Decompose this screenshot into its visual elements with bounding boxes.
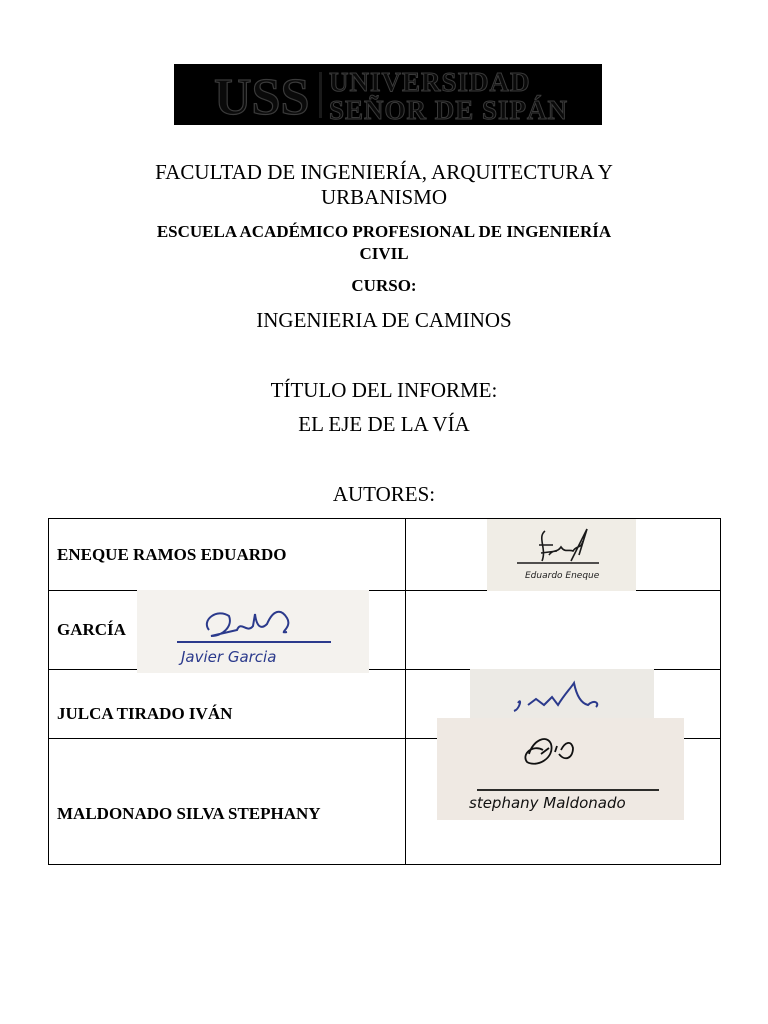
uss-logo-mark	[212, 68, 322, 121]
school-heading: ESCUELA ACADÉMICO PROFESIONAL DE INGENIERÍA CIVIL	[156, 222, 612, 263]
author-name: ENEQUE RAMOS EDUARDO	[49, 519, 406, 591]
logo-line-1: UNIVERSIDAD	[329, 67, 531, 97]
logo-mark-text: USS	[214, 69, 310, 121]
logo-divider	[319, 72, 322, 118]
signature-cell	[406, 591, 721, 670]
signature-eneque	[487, 519, 636, 591]
signature-maldonado-text: stephany Maldonado	[469, 794, 626, 812]
signature-maldonado	[437, 718, 684, 820]
signature-garcia-text: Javier Garcia	[181, 648, 277, 666]
course-name: INGENIERIA DE CAMINOS	[256, 308, 512, 332]
signature-garcia	[137, 590, 369, 673]
author-name: GARCÍA	[49, 591, 406, 670]
author-name: MALDONADO SILVA STEPHANY	[49, 739, 406, 865]
logo-line-2: SEÑOR DE SIPÁN	[329, 95, 569, 125]
logo-wordmark	[329, 68, 589, 124]
course-label: CURSO:	[351, 276, 417, 295]
author-name: JULCA TIRADO IVÁN	[49, 670, 406, 739]
signature-eneque-text: Eduardo Eneque	[525, 571, 600, 581]
authors-label: AUTORES:	[332, 482, 436, 506]
report-title-label: TÍTULO DEL INFORME:	[270, 378, 498, 402]
university-logo	[174, 64, 602, 125]
faculty-heading: FACULTAD DE INGENIERÍA, ARQUITECTURA Y URBANISMO	[155, 160, 613, 209]
signature-julca	[470, 669, 654, 719]
report-title: EL EJE DE LA VÍA	[298, 412, 470, 436]
